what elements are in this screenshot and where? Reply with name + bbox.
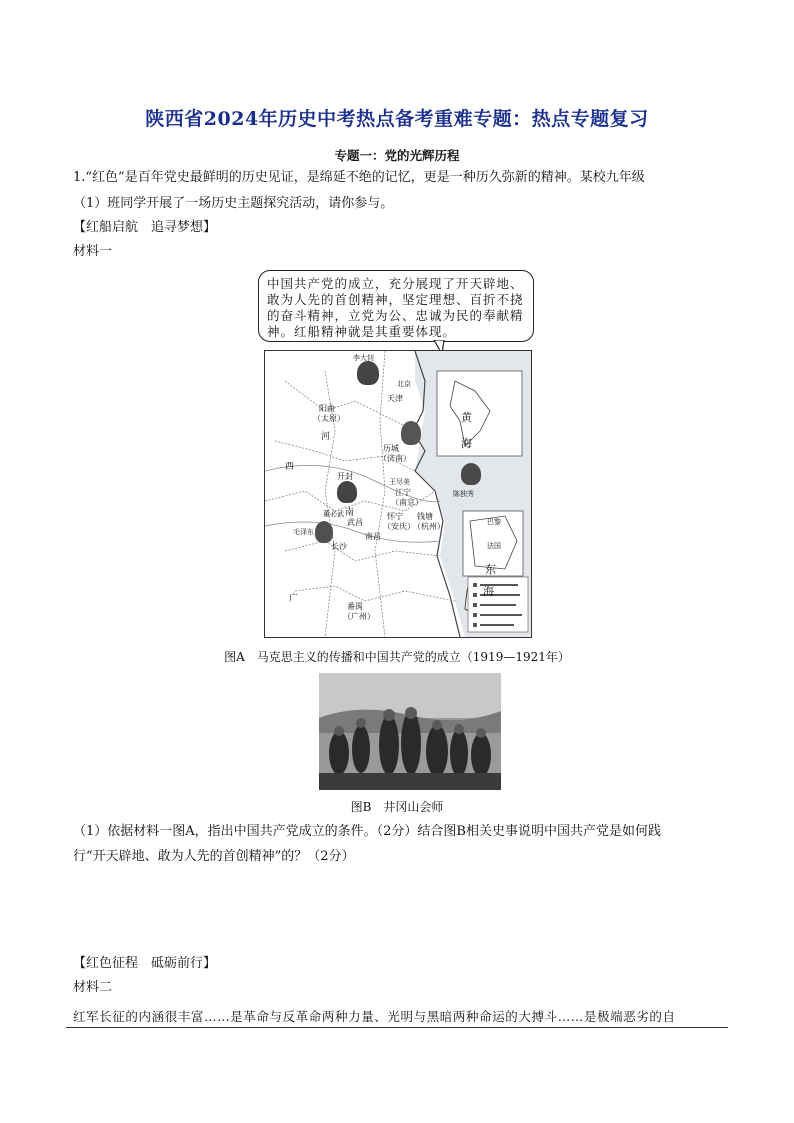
map-label-hai: 海 <box>461 437 472 450</box>
map-label-qiantang: 钱塘 <box>417 512 433 521</box>
page-title: 陕西省2024年历史中考热点备考重难专题：热点专题复习 <box>145 108 649 130</box>
map-label-he: 河 <box>321 432 331 442</box>
page-divider <box>66 1027 728 1028</box>
map-label-beijing: 北京 <box>397 380 411 388</box>
map-label-lidazhao: 李大钊 <box>353 354 374 362</box>
map-label-jiangning: 江宁 <box>395 488 411 497</box>
portrait-icon <box>357 361 379 385</box>
portrait-icon <box>461 463 481 485</box>
figure-a-caption: 图A 马克思主义的传播和中国共产党的成立（1919—1921年） <box>224 650 570 664</box>
figure-a-map <box>264 350 532 638</box>
map-label-faguo: 法国 <box>487 542 501 550</box>
map-label-panyu: 番禺 <box>347 602 363 611</box>
topic-heading: 专题一：党的光辉历程 <box>334 148 460 163</box>
portrait-icon <box>337 481 357 503</box>
map-label-dong: 东 <box>485 563 496 576</box>
map-label-jinan: （济南） <box>379 454 411 463</box>
map-label-wangjinmei: 王尽美 <box>389 478 410 486</box>
map-label-licheng: 历城 <box>383 444 399 453</box>
map-label-changsha: 长沙 <box>331 542 347 551</box>
map-label-dongbiwu: 董必武 <box>323 510 344 518</box>
map-label-maozedong: 毛泽东 <box>293 528 314 536</box>
question-1-intro-line2: （1）班同学开展了一场历史主题探究活动，请你参与。 <box>73 196 394 211</box>
question-1-intro-line1: 1.“红色”是百年党史最鲜明的历史见证，是绵延不绝的记忆，更是一种历久弥新的精神。某校九年级 <box>73 170 645 185</box>
map-label-nan: 南 <box>345 508 355 518</box>
map-label-wuchang: 武昌 <box>347 518 363 527</box>
map-label-huaining: 怀宁 <box>387 512 403 521</box>
map-label-chenduxiu: 陈独秀 <box>453 490 474 498</box>
question-1-part1-line1: （1）依据材料一图A，指出中国共产党成立的条件。（2分）结合图B相关史事说明中国共产党是如何践 <box>73 824 661 839</box>
map-label-bali: 巴黎 <box>487 518 501 526</box>
map-label-guangzhou: （广州） <box>343 612 375 621</box>
map-label-kaifeng: 开封 <box>337 472 353 481</box>
figure-b-caption: 图B 井冈山会师 <box>350 800 444 814</box>
photo-drawing <box>319 673 501 790</box>
quote-bubble: 中国共产党的成立，充分展现了开天辟地、敢为人先的首创精神，坚定理想、百折不挠的奋斗精神，立党为公、忠诚为民的奉献精神。红船精神就是其重要体现。 <box>258 270 534 342</box>
map-label-anqing: （安庆） <box>383 522 415 531</box>
map-label-huang: 黄 <box>461 411 472 424</box>
portrait-icon <box>315 521 333 543</box>
portrait-icon <box>401 421 421 445</box>
map-label-taiyuan: （太原） <box>313 414 345 423</box>
map-label-tianjin: 天津 <box>387 394 403 403</box>
map-label-nanjing: （南京） <box>391 498 423 507</box>
map-label-xi: 西 <box>285 462 295 472</box>
section-heading-2: 【红色征程 砥砺前行】 <box>73 956 217 971</box>
map-label-nanchang: 南昌 <box>365 532 381 541</box>
material-2-label: 材料二 <box>73 980 113 995</box>
section-heading-1: 【红船启航 追寻梦想】 <box>73 220 217 235</box>
question-1-part1-line2: 行“开天辟地、敢为人先的首创精神”的？（2分） <box>73 849 355 864</box>
map-label-hangzhou: （杭州） <box>413 522 445 531</box>
map-label-yangqu: 阳曲 <box>319 404 335 413</box>
figure-b-photo <box>319 673 501 790</box>
map-label-hai2: 海 <box>483 585 494 598</box>
map-label-guang: 广 <box>289 594 299 604</box>
material-2-text: 红军长征的内涵很丰富……是革命与反革命两种力量、光明与黑暗两种命运的大搏斗……是极端恶劣的自 <box>73 1009 676 1024</box>
material-1-label: 材料一 <box>73 244 113 259</box>
